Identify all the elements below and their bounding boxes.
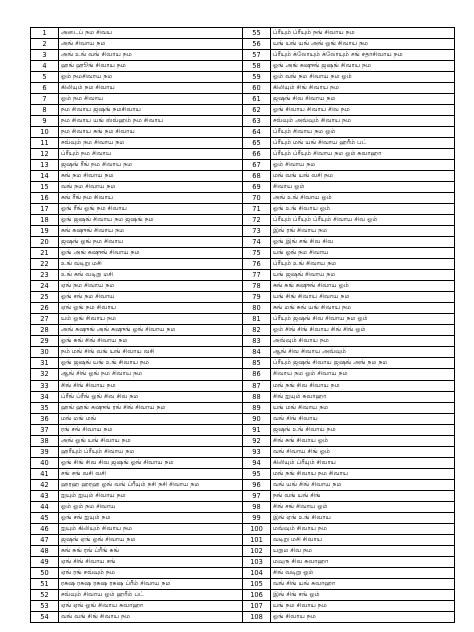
right-mantra-text: வங் சிங் சிவாய: [271, 413, 455, 424]
left-row-number: 8: [31, 105, 59, 116]
right-mantra-text: ப்ரீயும் மங் யங் சிவாய ஹரீம் பட்: [271, 138, 455, 149]
right-mantra-text: இங் ஏங் உங் சிவாய: [271, 512, 455, 523]
left-mantra-text: ஜஷங் ரீங் நம சிவாய நம: [59, 160, 243, 171]
right-mantra-text: ப்ரீயும் ஜஷங் சிவாய ஜஷங் அங் நம நம: [271, 358, 455, 369]
table-row: [31, 457, 455, 468]
right-mantra-text: யங் சிங் சிவாய சிவாய நம: [271, 292, 455, 303]
left-mantra-text: ஓம் நமசிவாய நம: [59, 72, 243, 83]
right-mantra-text: மங் நங் சிவாய நம சிவாய: [271, 468, 455, 479]
left-mantra-text: அங் ஓங் யங் சிவாய நம: [59, 435, 243, 446]
table-row: [31, 116, 455, 127]
right-row-number: 86: [243, 369, 271, 380]
table-row: [31, 490, 455, 501]
right-row-number: 102: [243, 545, 271, 556]
table-row: [31, 391, 455, 402]
left-row-number: 11: [31, 138, 59, 149]
left-mantra-text: ஓங் ஜஷங் யங் உங் சிவாய நம: [59, 358, 243, 369]
right-mantra-text: யங் நம சிவாய நம: [271, 600, 455, 611]
table-row: [31, 589, 455, 600]
left-mantra-text: சுங் சுங் ரங் ப்ரீங் சுங்: [59, 545, 243, 556]
right-row-number: 82: [243, 325, 271, 336]
mantra-table-body: [31, 28, 455, 623]
table-row: [31, 237, 455, 248]
right-row-number: 71: [243, 204, 271, 215]
left-mantra-text: அங் உங் வங் சிவாய நம: [59, 50, 243, 61]
right-mantra-text: கிலியும் ப்ரீயும் சிவாய: [271, 457, 455, 468]
left-mantra-text: ஹரஹ ஹரஹ ஓங் வங் ப்ரீயும் நசி நசி சிவாய நம: [59, 479, 243, 490]
right-row-number: 88: [243, 391, 271, 402]
left-mantra-text: ஹரீயும் ப்ரீயும் சிவாய நம: [59, 446, 243, 457]
left-mantra-text: ஓங் சங் ஐயும் நம: [59, 512, 243, 523]
table-row: [31, 446, 455, 457]
right-row-number: 95: [243, 468, 271, 479]
right-mantra-text: யங் ஜஷங் சிவாய நம: [271, 270, 455, 281]
left-row-number: 37: [31, 424, 59, 435]
left-mantra-text: ஐயும் கிலியும் சிவாய நம: [59, 523, 243, 534]
right-mantra-text: சிங் ஐயும் சுவாஹா: [271, 391, 455, 402]
left-row-number: 18: [31, 215, 59, 226]
left-mantra-text: சுங் சுஷுங் சிவாய நம: [59, 226, 243, 237]
right-mantra-text: ஓம் சிங் சிங் சிவாய சிங் சிங் ஓம்: [271, 325, 455, 336]
right-row-number: 73: [243, 226, 271, 237]
left-row-number: 44: [31, 501, 59, 512]
left-row-number: 40: [31, 457, 59, 468]
left-mantra-text: ரங் சங் சிவாய நம: [59, 424, 243, 435]
left-row-number: 53: [31, 600, 59, 611]
left-row-number: 16: [31, 193, 59, 204]
left-row-number: 4: [31, 61, 59, 72]
left-mantra-text: மங் மங் மங்: [59, 413, 243, 424]
left-row-number: 45: [31, 512, 59, 523]
right-mantra-text: இங் ரங் சிவாய நம: [271, 226, 455, 237]
right-row-number: 57: [243, 50, 271, 61]
right-row-number: 55: [243, 28, 271, 39]
left-row-number: 15: [31, 182, 59, 193]
right-row-number: 74: [243, 237, 271, 248]
table-row: [31, 534, 455, 545]
right-row-number: 80: [243, 303, 271, 314]
right-mantra-text: சவ்வும் அவ்வும் சிவாய நம: [271, 116, 455, 127]
left-mantra-text: அடைப் நம சிவய: [59, 28, 243, 39]
left-mantra-text: அங் சிவாய நம: [59, 39, 243, 50]
table-row: [31, 160, 455, 171]
right-mantra-text: மங் நங் சிவ சிவாய நம: [271, 380, 455, 391]
right-mantra-text: ஓங் சிவாய சிவாய சிவ நம: [271, 105, 455, 116]
right-row-number: 84: [243, 347, 271, 358]
left-row-number: 54: [31, 611, 59, 622]
left-row-number: 32: [31, 369, 59, 380]
right-row-number: 97: [243, 490, 271, 501]
left-mantra-text: ஓங் ஜஷங் சிவாய நம ஜஷங் நம: [59, 215, 243, 226]
right-mantra-text: அங் உங் சிவாய ஓம்: [271, 193, 455, 204]
left-row-number: 41: [31, 468, 59, 479]
right-row-number: 99: [243, 512, 271, 523]
table-row: [31, 413, 455, 424]
left-row-number: 10: [31, 127, 59, 138]
right-mantra-text: ஜஷங் சிவ சிவாய நம: [271, 94, 455, 105]
table-row: [31, 600, 455, 611]
table-row: [31, 369, 455, 380]
right-mantra-text: ஜஷங் உங் சிவாய நம: [271, 424, 455, 435]
left-row-number: 20: [31, 237, 59, 248]
left-mantra-text: யம் ஓங் சிவாய நம: [59, 314, 243, 325]
table-row: [31, 501, 455, 512]
left-mantra-text: ஏங் ஓங் நம சிவாய: [59, 303, 243, 314]
table-row: [31, 226, 455, 237]
right-mantra-text: யங் மங் சிவாய நம: [271, 402, 455, 413]
left-row-number: 13: [31, 160, 59, 171]
left-mantra-text: சவ்வும் சிவாய ஓம் ஹரீம் பட்: [59, 589, 243, 600]
left-row-number: 25: [31, 292, 59, 303]
left-row-number: 5: [31, 72, 59, 83]
right-mantra-text: ஓம் வங் நம சிவாய நம ஓம்: [271, 72, 455, 83]
table-row: [31, 347, 455, 358]
left-mantra-text: ஓங் சுங் சிங் சிவாய நம: [59, 336, 243, 347]
left-row-number: 22: [31, 259, 59, 270]
right-row-number: 83: [243, 336, 271, 347]
right-row-number: 68: [243, 171, 271, 182]
table-row: [31, 149, 455, 160]
left-row-number: 49: [31, 556, 59, 567]
table-row: [31, 138, 455, 149]
table-row: [31, 468, 455, 479]
right-row-number: 103: [243, 556, 271, 567]
table-row: [31, 50, 455, 61]
table-row: [31, 314, 455, 325]
right-mantra-text: யங் யங் யங் அங் ஓங் சிவாய நம: [271, 39, 455, 50]
left-row-number: 48: [31, 545, 59, 556]
left-mantra-text: நம சிவாய ஜஷங் நமசிவாய: [59, 105, 243, 116]
left-mantra-text: ஓம் ஓம் நம சிவாய: [59, 501, 243, 512]
table-row: [31, 215, 455, 226]
left-mantra-text: வங் வங் சிங் சிவாய நம: [59, 611, 243, 622]
left-row-number: 46: [31, 523, 59, 534]
right-mantra-text: ப்ரீயும் ஜஷங் சிவ சிவாய நம ஓம்: [271, 314, 455, 325]
left-mantra-text: ஓங் சங் நம சிவாய: [59, 292, 243, 303]
left-mantra-text: ஐயும் ஐயும் சிவாய நம: [59, 490, 243, 501]
table-row: [31, 556, 455, 567]
table-row: [31, 402, 455, 413]
table-row: [31, 39, 455, 50]
left-mantra-text: ரசுஷ ரசுஷ ரசுஷ ரசுஷ ப்ரீம் சிவாய நம: [59, 578, 243, 589]
left-row-number: 29: [31, 336, 59, 347]
right-mantra-text: சுங் சுங் சுஷுங் சிவாய ஓம்: [271, 281, 455, 292]
left-row-number: 1: [31, 28, 59, 39]
right-mantra-text: கிலியும் சிங் சிவாய நம: [271, 83, 455, 94]
left-row-number: 24: [31, 281, 59, 292]
right-row-number: 58: [243, 61, 271, 72]
left-row-number: 7: [31, 94, 59, 105]
right-mantra-text: ஓங் உங் சிவாய ஓம்: [271, 204, 455, 215]
right-mantra-text: சிங் சுங் சிவாய ஓம்: [271, 435, 455, 446]
right-row-number: 78: [243, 281, 271, 292]
right-row-number: 108: [243, 611, 271, 622]
right-row-number: 98: [243, 501, 271, 512]
left-mantra-text: ஏங் ஏங் ஓங் சிவாய சுவாஹா: [59, 600, 243, 611]
right-row-number: 69: [243, 182, 271, 193]
left-mantra-text: வங் நம சிவாய நம: [59, 182, 243, 193]
left-row-number: 21: [31, 248, 59, 259]
right-row-number: 64: [243, 127, 271, 138]
left-row-number: 47: [31, 534, 59, 545]
left-row-number: 14: [31, 171, 59, 182]
right-row-number: 59: [243, 72, 271, 83]
left-row-number: 28: [31, 325, 59, 336]
right-mantra-text: ஓம் சிவாய நம: [271, 160, 455, 171]
right-row-number: 91: [243, 424, 271, 435]
right-mantra-text: மவுரு சிவ சுவாஹா: [271, 556, 455, 567]
right-mantra-text: ப்ரீயும் சிவாய நம ஓம்: [271, 127, 455, 138]
right-row-number: 62: [243, 105, 271, 116]
left-row-number: 34: [31, 391, 59, 402]
right-row-number: 56: [243, 39, 271, 50]
right-row-number: 85: [243, 358, 271, 369]
table-row: [31, 479, 455, 490]
table-row: [31, 105, 455, 116]
left-row-number: 38: [31, 435, 59, 446]
right-mantra-text: வங் சிவாய சிங் ஓம்: [271, 446, 455, 457]
right-row-number: 81: [243, 314, 271, 325]
left-row-number: 42: [31, 479, 59, 490]
right-mantra-text: சிங் சங் சிவாய ஓம்: [271, 501, 455, 512]
right-row-number: 79: [243, 292, 271, 303]
right-row-number: 94: [243, 457, 271, 468]
left-mantra-text: ஓங் சிங் சிவ சிவ ஜஷங் ஓங் சிவாய நம: [59, 457, 243, 468]
right-mantra-text: ஓங் இங் சங் சிவ சிவ: [271, 237, 455, 248]
left-mantra-text: ஏங் நம சிவாய நம: [59, 281, 243, 292]
right-row-number: 87: [243, 380, 271, 391]
left-row-number: 19: [31, 226, 59, 237]
right-mantra-text: வங் யங் சிங் சிவாய நம: [271, 479, 455, 490]
right-row-number: 104: [243, 567, 271, 578]
left-row-number: 23: [31, 270, 59, 281]
right-row-number: 96: [243, 479, 271, 490]
table-row: [31, 292, 455, 303]
right-row-number: 100: [243, 523, 271, 534]
left-row-number: 43: [31, 490, 59, 501]
table-row: [31, 28, 455, 39]
left-mantra-text: ஓங் அங் சுஷுங் சிவாய நம: [59, 248, 243, 259]
table-row: [31, 270, 455, 281]
left-mantra-text: நம சிவாய யங் ஸ்வ்ஹம் நம சிவாய: [59, 116, 243, 127]
table-row: [31, 94, 455, 105]
right-row-number: 90: [243, 413, 271, 424]
right-mantra-text: வடிறு மசி சிவாய: [271, 534, 455, 545]
left-mantra-text: சுங் நம சிவாய நம: [59, 171, 243, 182]
left-row-number: 26: [31, 303, 59, 314]
table-row: [31, 259, 455, 270]
table-row: [31, 171, 455, 182]
table-row: [31, 182, 455, 193]
right-mantra-text: வங் சிங் யங் சுவாஹா: [271, 578, 455, 589]
table-row: [31, 127, 455, 138]
right-row-number: 106: [243, 589, 271, 600]
right-row-number: 67: [243, 160, 271, 171]
right-row-number: 60: [243, 83, 271, 94]
right-mantra-text: ப்ரீயும் உங் சிவாய நம: [271, 259, 455, 270]
left-mantra-text: நம சிவாய சுங் நம சிவாய: [59, 127, 243, 138]
right-mantra-text: ப்ரீயும் ப்ரீயும் நங் சிவாய நம: [271, 28, 455, 39]
right-row-number: 63: [243, 116, 271, 127]
right-row-number: 107: [243, 600, 271, 611]
left-mantra-text: ஏங் சிங் சிவாய சங்: [59, 556, 243, 567]
left-mantra-text: ஓங் ரீங் ஓங் நம சிவாய: [59, 204, 243, 215]
left-row-number: 12: [31, 149, 59, 160]
left-mantra-text: ஜஷங் ஓங் நம சிவாய: [59, 237, 243, 248]
right-mantra-text: மவ்வும் சிவாய நம: [271, 523, 455, 534]
left-row-number: 50: [31, 567, 59, 578]
left-row-number: 17: [31, 204, 59, 215]
table-row: [31, 336, 455, 347]
table-row: [31, 578, 455, 589]
right-mantra-text: ஓங் சிவாய நம: [271, 611, 455, 622]
right-row-number: 76: [243, 259, 271, 270]
left-mantra-text: ஏங் ரங் சவ்வும் நம: [59, 567, 243, 578]
table-row: [31, 523, 455, 534]
right-mantra-text: சிவாய நம ஓம் சிவாய நம: [271, 369, 455, 380]
mantra-table: [30, 27, 455, 623]
left-row-number: 33: [31, 380, 59, 391]
table-row: [31, 72, 455, 83]
right-row-number: 65: [243, 138, 271, 149]
right-row-number: 77: [243, 270, 271, 281]
table-row: [31, 545, 455, 556]
table-row: [31, 424, 455, 435]
table-row: [31, 248, 455, 259]
right-mantra-text: சிங் வடிறு ஓம்: [271, 567, 455, 578]
left-row-number: 9: [31, 116, 59, 127]
right-row-number: 72: [243, 215, 271, 226]
right-row-number: 93: [243, 446, 271, 457]
right-mantra-text: ஆங் சிவ சிவாய அவ்வும்: [271, 347, 455, 358]
right-row-number: 66: [243, 149, 271, 160]
left-row-number: 3: [31, 50, 59, 61]
table-row: [31, 512, 455, 523]
left-mantra-text: ப்ரீங் ப்ரீங் ஓங் சிவ சிவ நம: [59, 391, 243, 402]
table-row: [31, 204, 455, 215]
right-mantra-text: யறும சிவ நம: [271, 545, 455, 556]
left-mantra-text: ப்ரீயும் நம சிவாய: [59, 149, 243, 160]
right-mantra-text: சுங் மங் சுங் யங் சிவாய நம: [271, 303, 455, 314]
table-row: [31, 61, 455, 72]
left-mantra-text: கிலியும் நம சிவாய: [59, 83, 243, 94]
table-row: [31, 193, 455, 204]
left-row-number: 27: [31, 314, 59, 325]
left-mantra-text: சுங் ரீங் நம சிவாய: [59, 193, 243, 204]
table-row: [31, 435, 455, 446]
left-row-number: 36: [31, 413, 59, 424]
table-row: [31, 83, 455, 94]
right-row-number: 89: [243, 402, 271, 413]
left-mantra-text: ஹங் ஹங் சுஷுங் ரங் சிங் சிவாய நம: [59, 402, 243, 413]
left-row-number: 39: [31, 446, 59, 457]
left-mantra-text: சிங் சிங் சிவாய நம: [59, 380, 243, 391]
table-row: [31, 281, 455, 292]
left-row-number: 31: [31, 358, 59, 369]
right-row-number: 75: [243, 248, 271, 259]
right-mantra-text: நங் வங் யங் சிங்: [271, 490, 455, 501]
left-row-number: 51: [31, 578, 59, 589]
right-row-number: 70: [243, 193, 271, 204]
left-mantra-text: ஜஷங் ஏங் ஓங் சிவாய நம: [59, 534, 243, 545]
left-mantra-text: உங் வடிறு மசி: [59, 259, 243, 270]
left-mantra-text: நம் மங் சிங் வங் யங் சிவாய வசி: [59, 347, 243, 358]
left-row-number: 52: [31, 589, 59, 600]
right-row-number: 101: [243, 534, 271, 545]
table-row: [31, 611, 455, 622]
right-mantra-text: ஓங் அங் சுஷுங் ஜஷங் சிவாய நம: [271, 61, 455, 72]
right-mantra-text: இங் சிங் சங் ஓம்: [271, 589, 455, 600]
right-mantra-text: யங் ஓங் நம சிவாய: [271, 248, 455, 259]
left-mantra-text: ஓம் நம சிவாய: [59, 94, 243, 105]
right-mantra-text: மங் வங் யங் வசி நம: [271, 171, 455, 182]
table-row: [31, 303, 455, 314]
left-mantra-text: உங் சுங் வடிறு மசி: [59, 270, 243, 281]
left-row-number: 6: [31, 83, 59, 94]
right-mantra-text: ப்ரீயும் ப்ரீயும் சிவாய நம ஓம் சுவாஹா: [271, 149, 455, 160]
left-row-number: 35: [31, 402, 59, 413]
right-mantra-text: ப்ரீயும் ப்ரீயும் ப்ரீயும் சிவாய சிவ ஓம்: [271, 215, 455, 226]
left-row-number: 2: [31, 39, 59, 50]
left-row-number: 30: [31, 347, 59, 358]
right-row-number: 92: [243, 435, 271, 446]
left-mantra-text: ஆங் சிங் ஓங் நம சிவாய நம: [59, 369, 243, 380]
right-mantra-text: சிவாய ஓம்: [271, 182, 455, 193]
table-row: [31, 567, 455, 578]
table-row: [31, 358, 455, 369]
right-row-number: 61: [243, 94, 271, 105]
right-mantra-text: ப்ரீயும் க்லோயும் க்லோயும் சங் சதாசிவாய நம: [271, 50, 455, 61]
table-row: [31, 325, 455, 336]
left-mantra-text: சவ்வும் நம சிவாய நம: [59, 138, 243, 149]
table-row: [31, 380, 455, 391]
left-mantra-text: சங் சங் வசி வசி: [59, 468, 243, 479]
left-mantra-text: ஹங் ஹூங் சிவாய நம: [59, 61, 243, 72]
right-row-number: 105: [243, 578, 271, 589]
right-mantra-text: அவ்வும் சிவாய நம: [271, 336, 455, 347]
left-mantra-text: அங் சுஷுங் அங் சுஷுங் ஓங் சிவாய நம: [59, 325, 243, 336]
